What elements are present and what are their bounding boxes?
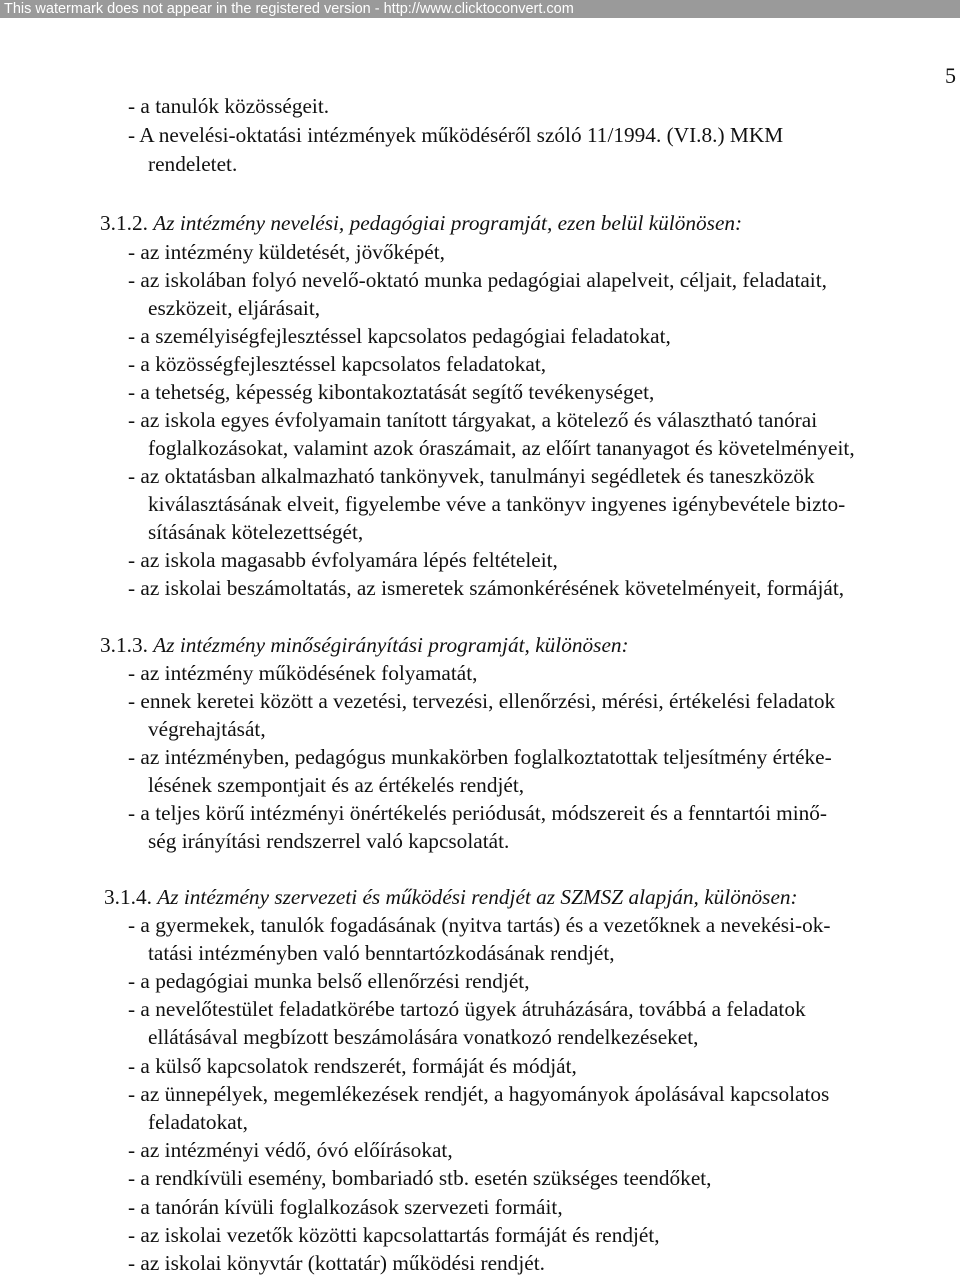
list-item: - az oktatásban alkalmazható tankönyvek, tanulmányi segédletek és taneszközök — [128, 464, 815, 488]
list-item-continuation: feladatokat, — [148, 1110, 248, 1134]
list-item-continuation: lésének szempontjait és az értékelés rendjét, — [148, 773, 525, 797]
section-title: Az intézmény nevelési, pedagógiai programját, ezen belül különösen: — [153, 211, 743, 235]
list-item: - a tanórán kívüli foglalkozások szervezeti formáit, — [128, 1195, 563, 1219]
list-item: - az ünnepélyek, megemlékezések rendjét, a hagyományok ápolásával kapcsolatos — [128, 1082, 830, 1106]
page-number: 5 — [945, 63, 956, 88]
list-item: - az intézményi védő, óvó előírásokat, — [128, 1138, 453, 1162]
section-number: 3.1.4. — [104, 885, 152, 909]
list-item-continuation: tatási intézményben való benntartózkodásának rendjét, — [148, 941, 615, 965]
list-item-continuation: ellátásával megbízott beszámolására vonatkozó rendelkezéseket, — [148, 1025, 699, 1049]
list-item: - az iskolai vezetők közötti kapcsolattartás formáját és rendjét, — [128, 1223, 660, 1247]
list-item: - a rendkívüli esemény, bombariadó stb. esetén szükséges teendőket, — [128, 1166, 712, 1190]
list-item: - az iskolai könyvtár (kottatár) működési rendjét. — [128, 1251, 545, 1275]
list-item: - a nevelőtestület feladatkörébe tartozó ügyek átruházására, továbbá a feladatok — [128, 997, 806, 1021]
list-item: - a közösségfejlesztéssel kapcsolatos feladatokat, — [128, 352, 547, 376]
list-item: - az iskola magasabb évfolyamára lépés feltételeit, — [128, 548, 558, 572]
watermark-text: This watermark does not appear in the registered version - — [4, 1, 384, 17]
list-item-continuation: eszközeit, eljárásait, — [148, 296, 321, 320]
list-item-continuation: végrehajtását, — [148, 717, 266, 741]
list-item: - a külső kapcsolatok rendszerét, formáját és módját, — [128, 1054, 577, 1078]
list-item: - az iskolai beszámoltatás, az ismeretek számonkérésének követelményeit, formáját, — [128, 576, 845, 600]
list-item-continuation: foglalkozásokat, valamint azok óraszámait, az előírt tananyagot és követelményeit, — [148, 436, 855, 460]
list-item: - a tehetség, képesség kibontakoztatását segítő tevékenységet, — [128, 380, 655, 404]
list-item: - a pedagógiai munka belső ellenőrzési rendjét, — [128, 969, 530, 993]
list-item-continuation: sításának kötelezettségét, — [148, 520, 364, 544]
list-item: - a személyiségfejlesztéssel kapcsolatos pedagógiai feladatokat, — [128, 324, 671, 348]
list-item: - az iskolában folyó nevelő-oktató munka pedagógiai alapelveit, céljait, feladatait, — [128, 268, 827, 292]
list-item: - A nevelési-oktatási intézmények működéséről szóló 11/1994. (VI.8.) MKM — [128, 123, 784, 147]
watermark-banner — [0, 0, 960, 18]
list-item: - a gyermekek, tanulók fogadásának (nyitva tartás) és a vezetőknek a nevekési-ok- — [128, 913, 831, 937]
section-title: Az intézmény szervezeti és működési rendjét az SZMSZ alapján, különösen: — [157, 885, 798, 909]
watermark-link[interactable]: http://www.clicktoconvert.com — [383, 1, 574, 17]
list-item-continuation: rendeletet. — [148, 152, 238, 176]
list-item: - a tanulók közösségeit. — [128, 94, 330, 118]
section-title: Az intézmény minőségirányítási programját, különösen: — [153, 633, 629, 657]
list-item: - az intézmény küldetését, jövőképét, — [128, 240, 445, 264]
list-item-continuation: kiválasztásának elveit, figyelembe véve a tankönyv ingyenes igénybevétele bizto- — [148, 492, 846, 516]
section-heading-312 — [100, 209, 742, 238]
list-item: - az intézményben, pedagógus munkakörben foglalkoztatottak teljesítmény értéke- — [128, 745, 832, 769]
section-heading-313 — [100, 631, 629, 660]
section-number: 3.1.3. — [100, 633, 148, 657]
section-number: 3.1.2. — [100, 211, 148, 235]
list-item: - a teljes körű intézményi önértékelés periódusát, módszereit és a fenntartói minő- — [128, 801, 828, 825]
list-item: - az intézmény működésének folyamatát, — [128, 661, 478, 685]
list-item: - ennek keretei között a vezetési, tervezési, ellenőrzési, mérési, értékelési feladatok — [128, 689, 836, 713]
list-item-continuation: ség irányítási rendszerrel való kapcsolatát. — [148, 829, 510, 853]
section-heading-314 — [104, 883, 798, 912]
list-item: - az iskola egyes évfolyamain tanított tárgyakat, a kötelező és választható tanórai — [128, 408, 818, 432]
